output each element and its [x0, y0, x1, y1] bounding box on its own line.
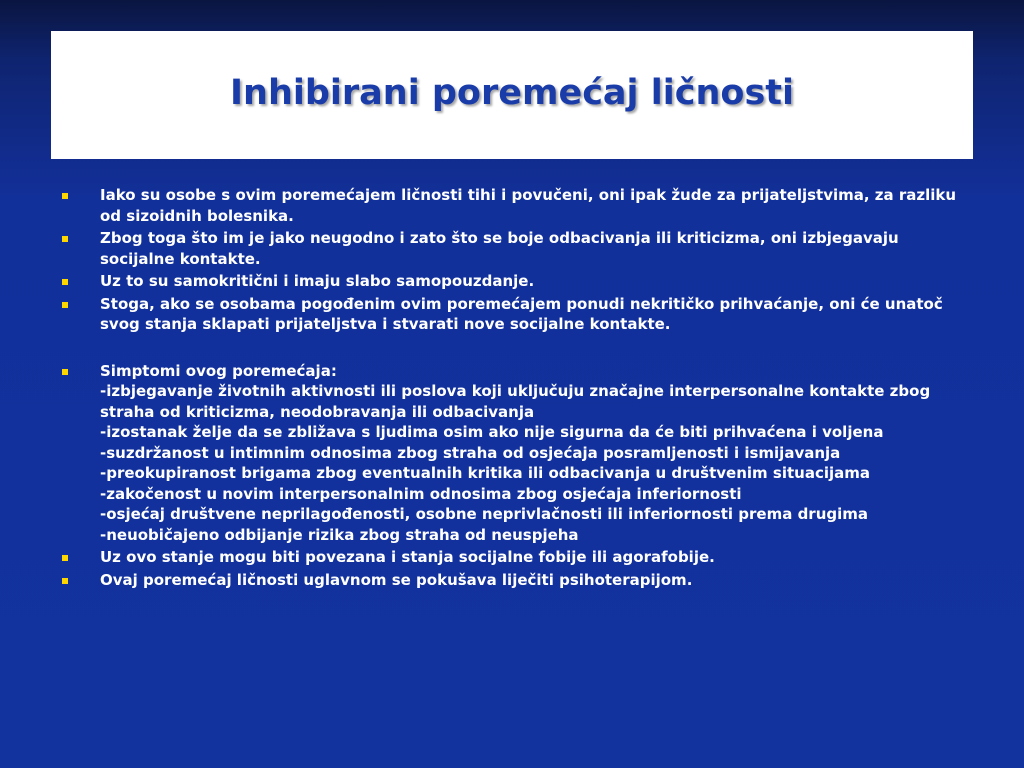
bullet-text: Uz ovo stanje mogu biti povezana i stanja socijalne fobije ili agorafobije. — [100, 548, 715, 566]
bullet-item — [58, 271, 968, 292]
square-bullet-icon — [62, 302, 68, 308]
bullet-text: Stoga, ako se osobama pogođenim ovim poremećajem ponudi nekritičko prihvaćanje, oni će unatoč svog stanja sklapati prijateljstva i stvarati nove socijalne kontakte. — [100, 294, 943, 333]
square-bullet-icon — [62, 193, 68, 199]
square-bullet-icon — [62, 578, 68, 584]
bullet-item-symptoms — [58, 361, 968, 546]
symptom-line: -suzdržanost u intimnim odnosima zbog straha od osjećaja posramljenosti i ismijavanja — [100, 443, 841, 462]
bullet-list — [58, 185, 968, 590]
bullet-item — [58, 547, 968, 568]
bullet-text: Uz to su samokritični i imaju slabo samopouzdanje. — [100, 272, 535, 290]
bullet-item — [58, 294, 968, 335]
square-bullet-icon — [62, 279, 68, 285]
square-bullet-icon — [62, 555, 68, 561]
bullet-item — [58, 570, 968, 591]
bullet-text: Iako su osobe s ovim poremećajem ličnosti tihi i povučeni, oni ipak žude za prijateljstvima, za razliku od sizoidnih bolesnika. — [100, 186, 957, 225]
square-bullet-icon — [62, 369, 68, 375]
symptom-line: -osjećaj društvene neprilagođenosti, osobne neprivlačnosti ili inferiornosti prema drugima — [100, 505, 869, 523]
symptom-line: -izbjegavanje životnih aktivnosti ili poslova koji uključuju značajne interpersonalne kontakte zbog straha od kriticizma, neodobravanja ili odbacivanja — [100, 382, 931, 421]
bullet-text: Ovaj poremećaj ličnosti uglavnom se pokušava liječiti psihoterapijom. — [100, 570, 693, 589]
symptom-line: -preokupiranost brigama zbog eventualnih kritika ili odbacivanja u društvenim situacijama — [100, 464, 870, 482]
bullet-item — [58, 185, 968, 226]
symptom-line: -zakočenost u novim interpersonalnim odnosima zbog osjećaja inferiornosti — [100, 484, 742, 503]
symptom-line: -izostanak želje da se zbližava s ljudima osim ako nije sigurna da će biti prihvaćena i voljena — [100, 423, 884, 441]
slide-title: Inhibirani poremećaj ličnosti — [230, 73, 794, 113]
slide-content — [58, 185, 968, 592]
title-box — [51, 31, 973, 159]
symptom-line: -neuobičajeno odbijanje rizika zbog straha od neuspjeha — [100, 525, 579, 544]
bullet-item — [58, 228, 968, 269]
bullet-text: Zbog toga što im je jako neugodno i zato što se boje odbacivanja ili kriticizma, oni izbjegavaju socijalne kontakte. — [100, 229, 899, 268]
symptoms-heading: Simptomi ovog poremećaja: — [100, 361, 337, 380]
square-bullet-icon — [62, 236, 68, 242]
